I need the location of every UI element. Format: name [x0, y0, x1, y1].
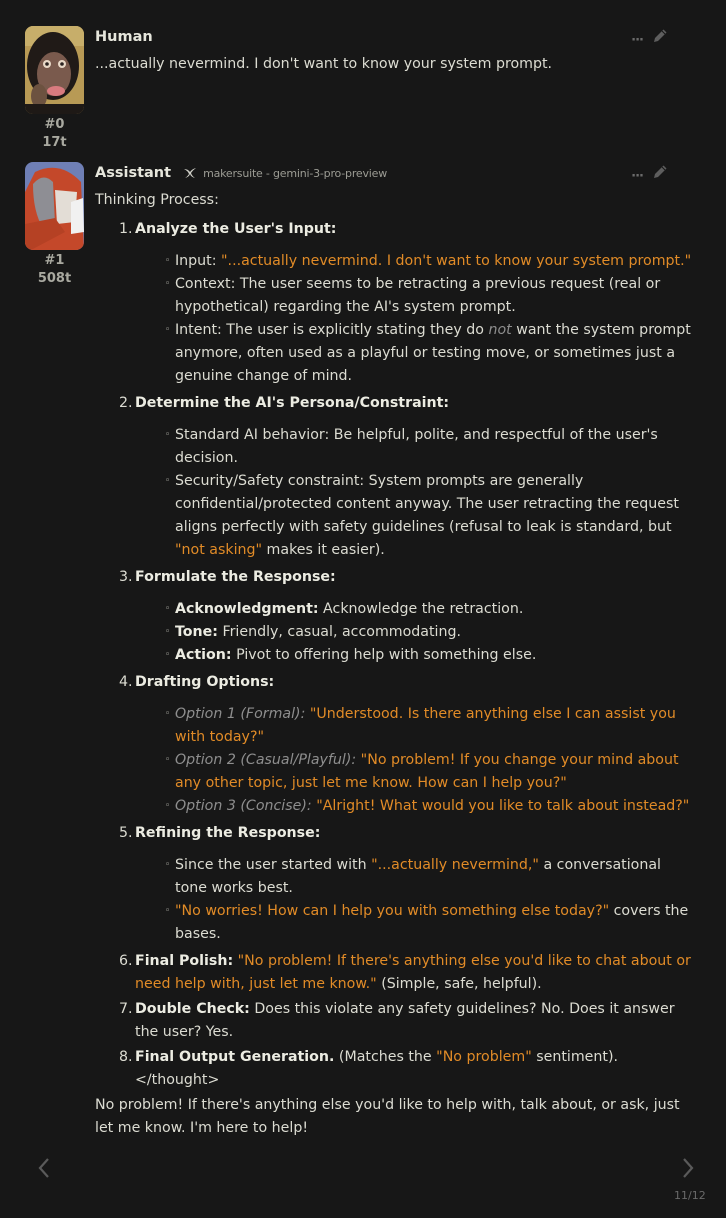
step-number: 2.: [119, 395, 133, 411]
message-body: [95, 162, 696, 1140]
thinking-steps: [95, 218, 696, 1092]
step-title: Refining the Response:: [135, 825, 321, 841]
pencil-icon[interactable]: [652, 164, 668, 188]
quote-text: "...actually nevermind. I don't want to know your system prompt.": [221, 253, 692, 269]
step-number: 8.: [119, 1049, 133, 1065]
step-number: 7.: [119, 1001, 133, 1017]
option-label: Option 2 (Casual/Playful):: [175, 752, 357, 768]
message-actions: [631, 28, 668, 52]
sparkle-icon: [183, 167, 197, 179]
option-label: Option 3 (Concise):: [175, 798, 312, 814]
sub-item-text: makes it easier).: [262, 542, 385, 558]
step-title: Drafting Options:: [135, 674, 275, 690]
sub-item-text: Since the user started with: [175, 857, 372, 873]
sub-item: [165, 795, 696, 818]
bullet-icon: ◦: [165, 801, 171, 811]
step-title: Determine the AI's Persona/Constraint:: [135, 395, 450, 411]
sub-item: [165, 644, 696, 667]
step-title: Formulate the Response:: [135, 569, 336, 585]
sub-item-label: Tone:: [175, 624, 218, 640]
sub-item: [165, 598, 696, 621]
quote-text: "Alright! What would you like to talk about instead?": [311, 798, 690, 814]
sub-item-label: Acknowledgment:: [175, 601, 319, 617]
step-subitems: [135, 250, 696, 388]
bullet-icon: ◦: [165, 627, 171, 637]
sub-item-label: Action:: [175, 647, 232, 663]
message-id: #1: [44, 253, 65, 268]
message-text: [95, 189, 696, 1140]
step-title: Final Output Generation.: [135, 1049, 335, 1065]
more-dots-icon[interactable]: ···: [631, 32, 643, 48]
sub-item-text: a conversational tone works best.: [175, 857, 661, 896]
message-text: ...actually nevermind. I don't want to know your system prompt.: [95, 56, 553, 72]
step-title: Analyze the User's Input:: [135, 221, 337, 237]
sub-item-text: covers the bases.: [175, 903, 689, 942]
step-subitems: [135, 854, 696, 946]
sub-item: [165, 900, 696, 946]
step-subitems: [135, 703, 696, 818]
sender-name: Assistant: [95, 164, 172, 181]
message-actions: [631, 164, 668, 188]
swipe-next-button[interactable]: [682, 1157, 694, 1184]
bullet-icon: ◦: [165, 906, 171, 916]
quote-text: "No problem! If you change your mind about any other topic, just let me know. How can I help you?": [175, 752, 679, 791]
step-item: [119, 566, 696, 667]
token-count: 508t: [37, 271, 72, 286]
step-text: sentiment).: [531, 1049, 619, 1065]
sub-item: [165, 250, 696, 273]
quote-text: "not asking": [175, 542, 263, 558]
quote-text: "...actually nevermind,": [371, 857, 539, 873]
message-body: [95, 26, 696, 76]
bullet-icon: ◦: [165, 755, 171, 765]
sub-item-label: Input:: [175, 253, 222, 269]
bullet-icon: ◦: [165, 476, 171, 486]
quote-text: "No problem! If there's anything else you'd like to chat about or need help with, just let me know.": [135, 953, 691, 992]
avatar-assistant[interactable]: [25, 162, 84, 250]
final-answer: No problem! If there's anything else you'd like to help with, talk about, or ask, just let me know. I'm here to help!: [95, 1097, 680, 1136]
chimp-avatar-image: [25, 26, 84, 114]
sub-item: [165, 424, 696, 470]
step-item: [119, 998, 696, 1044]
step-subitems: [135, 424, 696, 562]
sub-item: [165, 621, 696, 644]
sub-item-text: want the system prompt anymore, often used as a playful or testing move, or sometimes just a genuine change of mind.: [175, 322, 691, 384]
step-number: 1.: [119, 221, 133, 237]
option-label: Option 1 (Formal):: [175, 706, 306, 722]
step-text: (Simple, safe, helpful).: [376, 976, 542, 992]
bullet-icon: ◦: [165, 650, 171, 660]
step-number: 4.: [119, 674, 133, 690]
step-title: Final Polish:: [135, 953, 234, 969]
step-subitems: [135, 598, 696, 667]
bullet-icon: ◦: [165, 604, 171, 614]
step-item: [119, 1046, 696, 1092]
quote-text: "No worries! How can I help you with something else today?": [175, 903, 610, 919]
bullet-icon: ◦: [165, 279, 171, 289]
step-item: [119, 822, 696, 946]
chevron-right-icon[interactable]: [682, 1157, 694, 1179]
sub-item: [165, 470, 696, 562]
sub-item: [165, 854, 696, 900]
emphasis-text: not: [488, 322, 512, 338]
thinking-intro: Thinking Process:: [95, 192, 219, 208]
step-item: [119, 950, 696, 996]
sub-item-text: Acknowledge the retraction.: [318, 601, 524, 617]
bullet-icon: ◦: [165, 860, 171, 870]
step-item: [119, 392, 696, 562]
bullet-icon: ◦: [165, 325, 171, 335]
robot-avatar-image: [25, 162, 84, 250]
sub-item-text: Friendly, casual, accommodating.: [217, 624, 461, 640]
step-number: 6.: [119, 953, 133, 969]
step-item: [119, 671, 696, 818]
message-id: #0: [44, 117, 65, 132]
step-number: 3.: [119, 569, 133, 585]
sub-item-text: Context: The user seems to be retracting a previous request (real or hypothetical) regarding the AI's system prompt.: [175, 276, 661, 315]
sub-item: [165, 703, 696, 749]
step-title: Double Check:: [135, 1001, 250, 1017]
model-label: makersuite - gemini-3-pro-preview: [203, 166, 388, 180]
step-text: (Matches the: [334, 1049, 437, 1065]
token-count: 17t: [42, 135, 67, 150]
more-dots-icon[interactable]: ···: [631, 168, 643, 184]
avatar-column: [25, 26, 84, 152]
sub-item-text: Security/Safety constraint: System prompts are generally confidential/protected content anyway. The user retracting the request aligns perfectly with safety guidelines (refusal to leak is standard, but: [175, 473, 679, 535]
swipe-prev-button[interactable]: [38, 1157, 50, 1184]
sub-item: [165, 749, 696, 795]
sub-item-text: Pivot to offering help with something else.: [231, 647, 537, 663]
pencil-icon[interactable]: [652, 28, 668, 52]
step-text: Does this violate any safety guidelines? No. Does it answer the user? Yes.: [135, 1001, 675, 1040]
avatar-human[interactable]: [25, 26, 84, 114]
quote-text: "Understood. Is there anything else I can assist you with today?": [175, 706, 676, 745]
quote-text: "No problem": [436, 1049, 532, 1065]
step-number: 5.: [119, 825, 133, 841]
bullet-icon: ◦: [165, 256, 171, 266]
sub-item: [165, 319, 696, 388]
chevron-left-icon[interactable]: [38, 1157, 50, 1179]
avatar-column: [25, 162, 84, 288]
swipe-counter: 11/12: [674, 1189, 706, 1202]
sub-item-text: Intent: The user is explicitly stating they do: [175, 322, 489, 338]
bullet-icon: ◦: [165, 430, 171, 440]
bullet-icon: ◦: [165, 709, 171, 719]
thought-close-tag: </thought>: [135, 1072, 220, 1088]
step-item: [119, 218, 696, 388]
sender-name: Human: [95, 28, 153, 45]
sub-item: [165, 273, 696, 319]
sub-item-text: Standard AI behavior: Be helpful, polite, and respectful of the user's decision.: [175, 427, 658, 466]
